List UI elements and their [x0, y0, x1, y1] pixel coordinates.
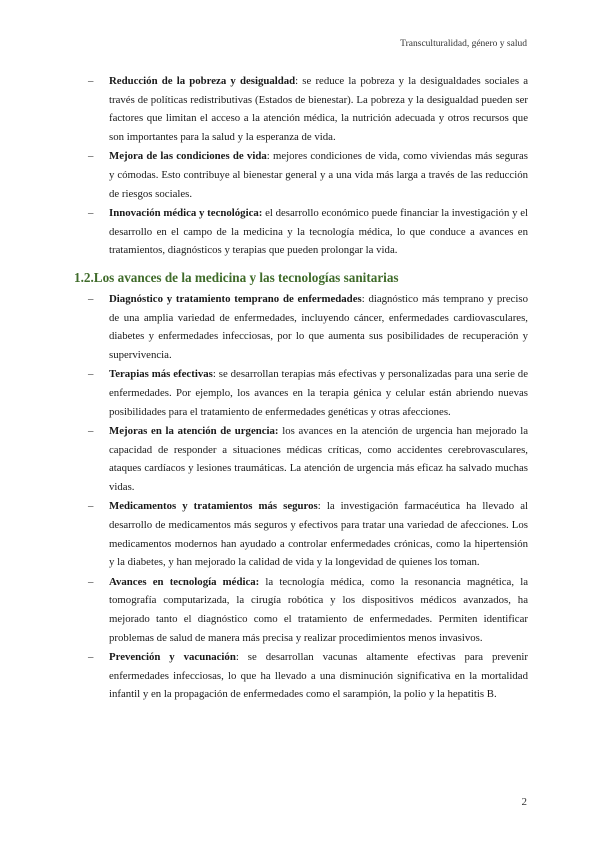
page-number: 2 [521, 796, 527, 808]
bullet-dash: – [88, 75, 94, 87]
list-item-term: Reducción de la pobreza y desigualdad [109, 75, 296, 87]
list-item-term: Mejoras en la atención de urgencia: [109, 425, 279, 438]
list-item [88, 290, 528, 364]
list-item [88, 204, 528, 260]
bullet-dash: – [88, 150, 94, 163]
bullet-list-economic [88, 72, 528, 260]
list-item-separator: : [295, 75, 299, 87]
list-item-term: Medicamentos y tratamientos más seguros [109, 500, 318, 513]
list-item-separator: : [235, 651, 239, 664]
list-item-term: Terapias más efectivas [109, 368, 213, 381]
bullet-dash: – [88, 500, 94, 513]
list-item-text: la tecnología médica, como la resonancia magnética, la tomografía computarizada, la cirugía robótica y los dispositivos médicos avanzados, ha mejorado tanto el diagnóstico como el tratamiento de enfermedades. Permiten identificar problemas de salud de manera más precisa y realizar procedimientos menos invasivos. [109, 575, 528, 644]
list-item-text: se desarrollan terapias más efectivas y personalizadas para una serie de enfermedades. Por ejemplo, los avances en la terapia génica y celular están abriendo nuevas posibilidades para el tratamiento de enfermedades genéticas y otras afecciones. [109, 368, 528, 418]
list-item-text: se desarrollan vacunas altamente efectivas para prevenir enfermedades infecciosas, lo que ha llevado a una disminución significativa en la mortalidad infantil y en la propagación de enfermedades como el sarampión, la polio y la hepatitis B. [109, 651, 528, 701]
list-item-text: diagnóstico más temprano y preciso de una amplia variedad de enfermedades, incluyendo cáncer, enfermedades cardiovasculares, diabetes y enfermedades infecciosas, por lo que aumenta sus posibilidades de recuperación y supervivencia. [109, 292, 528, 361]
list-item-separator: : [361, 292, 365, 305]
list-item-term: Mejora de las condiciones de vida [109, 150, 267, 163]
list-item-text: los avances en la atención de urgencia han mejorado la capacidad de responder a situaciones médicas críticas, como accidentes cerebrovasculares, ataques cardíacos y lesiones traumáticas. La atención de urgencia más eficaz ha salvado muchas vidas. [109, 425, 528, 493]
main-content [74, 72, 528, 705]
running-header: Transculturalidad, género y salud [400, 39, 527, 49]
bullet-dash: – [88, 425, 94, 438]
list-item-term: Innovación médica y tecnológica: [109, 207, 263, 220]
list-item-text: se reduce la pobreza y la desigualdades sociales a través de políticas redistributivas (Estados de bienestar). La pobreza y la desigualdad pueden ser factores que limitan el acceso a la atención médica, la nutrición adecuada y otros recursos que son importantes para la salud y la esperanza de vida. [109, 75, 528, 143]
list-item-separator: : [317, 500, 321, 513]
list-item [88, 365, 528, 421]
list-item-term: Diagnóstico y tratamiento temprano de enfermedades [109, 292, 362, 305]
bullet-dash: – [88, 207, 94, 220]
list-item-text: mejores condiciones de vida, como viviendas más seguras y cómodas. Esto contribuye al bienestar general y a una vida más larga a través de las reducción de riesgos sociales. [109, 150, 528, 200]
bullet-dash: – [88, 575, 94, 588]
list-item-text: la investigación farmacéutica ha llevado al desarrollo de medicamentos más seguros y efectivos para tratar una variedad de afecciones. Los medicamentos modernos han ayudado a controlar enfermedades crónicas, como la hipertensión y la diabetes, y han mejorado la calidad de vida y la longevidad de quienes los toman. [109, 500, 528, 569]
list-item-separator: : [266, 150, 270, 163]
bullet-dash: – [88, 292, 94, 305]
bullet-list-medicine [88, 290, 528, 704]
section-heading: 1.2.Los avances de la medicina y las tecnologías sanitarias [74, 269, 399, 285]
list-item [88, 497, 528, 571]
bullet-dash: – [88, 368, 94, 381]
list-item-term: Avances en tecnología médica: [109, 575, 260, 588]
list-item [88, 573, 528, 647]
list-item [88, 72, 528, 146]
bullet-dash: – [88, 651, 94, 664]
list-item [88, 147, 528, 203]
list-item [88, 648, 528, 704]
list-item-separator: : [212, 368, 216, 381]
list-item-term: Prevención y vacunación [109, 651, 236, 664]
list-item-text: el desarrollo económico puede financiar la investigación y el desarrollo en el campo de la medicina y la tecnología médica, lo que conduce a avances en tratamientos, diagnósticos y terapias que pueden prolongar la vida. [109, 207, 528, 257]
list-item [88, 422, 528, 496]
